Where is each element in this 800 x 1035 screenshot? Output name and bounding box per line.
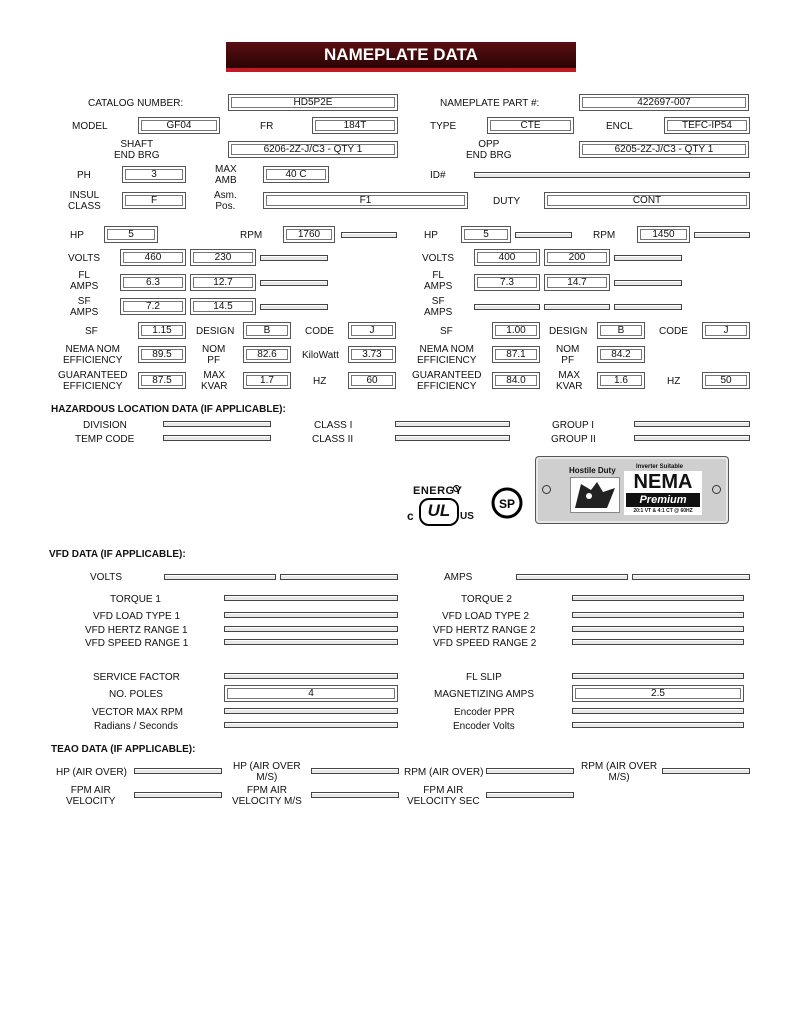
hertz-range2-label: VFD HERTZ RANGE 2 — [433, 625, 536, 636]
nema-eff-label-left: NEMA NOM EFFICIENCY — [63, 344, 123, 366]
duty-label: DUTY — [493, 196, 521, 207]
encoder-volts-field — [572, 722, 744, 728]
temp-code-label: TEMP CODE — [75, 434, 135, 445]
kilowatt-label-left: KiloWatt — [302, 350, 339, 361]
page-title: NAMEPLATE DATA — [226, 42, 576, 72]
fl-amps-label-right: FL AMPS — [424, 270, 453, 292]
fpm-air-velocity-label: FPM AIR VELOCITY — [66, 785, 116, 807]
volts1-field-left: 460 — [120, 249, 186, 266]
asm-pos-label: Asm. Pos. — [214, 190, 237, 212]
vector-max-rpm-field — [224, 708, 398, 714]
hz-field-left: 60 — [348, 372, 396, 389]
teao-section-title: TEAO DATA (IF APPLICABLE): — [51, 744, 196, 755]
sf-field-right: 1.00 — [492, 322, 540, 339]
rpm-label-right: RPM — [593, 230, 616, 241]
hp-field-right: 5 — [461, 226, 511, 243]
type-label: TYPE — [430, 121, 457, 132]
division-field — [163, 421, 271, 427]
opp-end-brg-field: 6205-2Z-J/C3 - QTY 1 — [579, 141, 749, 158]
id-field — [474, 172, 750, 178]
fl-amps1-field-right: 7.3 — [474, 274, 540, 291]
sf-amps2-field-right — [544, 304, 610, 310]
rpm-extra-right — [694, 232, 750, 238]
svg-text:SP: SP — [498, 497, 516, 511]
id-label: ID# — [430, 170, 446, 181]
rpm-extra-left — [341, 232, 397, 238]
vfd-volts-field1 — [164, 574, 276, 580]
nema-premium-plate — [535, 456, 729, 524]
inverter-suitable-label: Inverter Suitable — [636, 464, 684, 470]
encoder-ppr-field — [572, 708, 744, 714]
registered-icon — [453, 485, 460, 492]
load-type2-field — [572, 612, 744, 618]
ratio-text: 20:1 VT & 4:1 CT @ 60HZ — [633, 508, 693, 514]
class1-field — [395, 421, 510, 427]
premium-text: Premium — [626, 493, 700, 507]
volts3-field-left — [260, 255, 328, 261]
sf-label-left: SF — [85, 326, 98, 337]
group2-label: GROUP II — [551, 434, 596, 445]
sf-amps-label-right: SF AMPS — [424, 296, 453, 318]
fl-amps3-field-left — [260, 280, 328, 286]
fpm-air-velocity-sec-label: FPM AIR VELOCITY SEC — [407, 785, 480, 807]
nom-pf-label-left: NOM PF — [202, 344, 226, 366]
rivet-left-icon — [542, 485, 551, 494]
rpm-label-left: RPM — [240, 230, 263, 241]
kilowatt-field-left: 3.73 — [348, 346, 396, 363]
hp-label-left: HP — [70, 230, 84, 241]
sf-amps3-field-left — [260, 304, 328, 310]
group1-field — [634, 421, 750, 427]
nema-eff-label-right: NEMA NOM EFFICIENCY — [417, 344, 477, 366]
code-label-left: CODE — [305, 326, 334, 337]
speed-range1-field — [224, 639, 398, 645]
max-kvar-field-right: 1.6 — [597, 372, 645, 389]
hertz-range2-field — [572, 626, 744, 632]
ph-field: 3 — [122, 166, 186, 183]
nema-text: NEMA — [633, 471, 693, 493]
group2-field — [634, 435, 750, 441]
insul-class-field: F — [122, 192, 186, 209]
fpm-air-velocity-field — [134, 792, 222, 798]
class1-label: CLASS I — [314, 420, 353, 431]
class2-label: CLASS II — [312, 434, 354, 445]
speed-range2-label: VFD SPEED RANGE 2 — [433, 638, 537, 649]
hp-label-right: HP — [424, 230, 438, 241]
fl-amps2-field-left: 12.7 — [190, 274, 256, 291]
speed-range2-field — [572, 639, 744, 645]
volts-label-left: VOLTS — [68, 253, 101, 264]
rpm-field-left: 1760 — [283, 226, 335, 243]
shaft-end-brg-field: 6206-2Z-J/C3 - QTY 1 — [228, 141, 398, 158]
nom-pf-field-right: 84.2 — [597, 346, 645, 363]
model-label: MODEL — [72, 121, 108, 132]
rpm-air-over-label: RPM (AIR OVER) — [404, 767, 484, 778]
volts1-field-right: 400 — [474, 249, 540, 266]
sf-amps1-field-right — [474, 304, 540, 310]
guar-eff-label-right: GUARANTEED EFFICIENCY — [412, 370, 482, 392]
nameplate-part-field: 422697-007 — [579, 94, 749, 111]
encl-field: TEFC-IP54 — [664, 117, 750, 134]
rpm-air-over-field — [486, 768, 574, 774]
shaft-end-brg-label: SHAFT END BRG — [114, 139, 160, 161]
design-label-right: DESIGN — [549, 326, 588, 337]
vfd-amps-label: AMPS — [444, 572, 473, 583]
energy-ul-mark-icon: ENERGY c UL US — [405, 485, 481, 527]
max-amb-label: MAX AMB — [215, 164, 237, 186]
hp-air-over-label: HP (AIR OVER) — [56, 767, 127, 778]
guar-eff-field-left: 87.5 — [138, 372, 186, 389]
nom-pf-field-left: 82.6 — [243, 346, 291, 363]
catalog-number-label: CATALOG NUMBER: — [88, 98, 184, 109]
type-field: CTE — [487, 117, 574, 134]
rpm-field-right: 1450 — [637, 226, 690, 243]
energy-text: ENERGY — [413, 485, 463, 497]
hostile-duty-label: Hostile Duty — [569, 466, 616, 475]
fl-slip-field — [572, 673, 744, 679]
vfd-amps-field2 — [632, 574, 750, 580]
fr-field: 184T — [312, 117, 398, 134]
vfd-volts-label: VOLTS — [90, 572, 123, 583]
service-factor-label: SERVICE FACTOR — [93, 672, 180, 683]
no-poles-field: 4 — [224, 685, 398, 702]
torque2-label: TORQUE 2 — [461, 594, 512, 605]
temp-code-field — [163, 435, 271, 441]
hp-field-left: 5 — [104, 226, 158, 243]
load-type1-field — [224, 612, 398, 618]
code-label-right: CODE — [659, 326, 688, 337]
us-mark: US — [460, 511, 474, 522]
hz-field-right: 50 — [702, 372, 750, 389]
fr-label: FR — [260, 121, 274, 132]
nom-pf-label-right: NOM PF — [556, 344, 580, 366]
load-type2-label: VFD LOAD TYPE 2 — [442, 611, 530, 622]
ph-label: PH — [77, 170, 91, 181]
fpm-air-velocity-sec-field — [486, 792, 574, 798]
hertz-range1-field — [224, 626, 398, 632]
fpm-air-velocity-ms-label: FPM AIR VELOCITY M/S — [232, 785, 302, 807]
torque1-label: TORQUE 1 — [110, 594, 161, 605]
vfd-amps-field1 — [516, 574, 628, 580]
max-kvar-label-right: MAX KVAR — [556, 370, 583, 392]
sf-amps-label-left: SF AMPS — [70, 296, 99, 318]
volts2-field-right: 200 — [544, 249, 610, 266]
fl-amps-label-left: FL AMPS — [70, 270, 99, 292]
radians-field — [224, 722, 398, 728]
nameplate-part-label: NAMEPLATE PART #: — [440, 98, 540, 109]
c-mark: c — [407, 509, 414, 523]
hz-label-left: HZ — [313, 376, 327, 387]
torque2-field — [572, 595, 744, 601]
vfd-volts-field2 — [280, 574, 398, 580]
rpm-air-over-ms-label: RPM (AIR OVER M/S) — [581, 761, 658, 783]
nema-eff-field-left: 89.5 — [138, 346, 186, 363]
hp-air-over-ms-field — [311, 768, 399, 774]
max-amb-field: 40 C — [263, 166, 329, 183]
vector-max-rpm-label: VECTOR MAX RPM — [92, 707, 183, 718]
nema-logo — [624, 471, 702, 515]
hz-label-right: HZ — [667, 376, 681, 387]
encoder-volts-label: Encoder Volts — [453, 721, 515, 732]
torque1-field — [224, 595, 398, 601]
hp-extra-right — [515, 232, 572, 238]
max-kvar-field-left: 1.7 — [243, 372, 291, 389]
mascot-icon — [570, 477, 620, 513]
fpm-air-velocity-ms-field — [311, 792, 399, 798]
hp-air-over-ms-label: HP (AIR OVER M/S) — [233, 761, 301, 783]
group1-label: GROUP I — [552, 420, 595, 431]
guar-eff-field-right: 84.0 — [492, 372, 540, 389]
volts-label-right: VOLTS — [422, 253, 455, 264]
insul-class-label: INSUL CLASS — [68, 190, 101, 212]
code-field-left: J — [348, 322, 396, 339]
magnetizing-amps-field: 2.5 — [572, 685, 744, 702]
model-field: GF04 — [138, 117, 220, 134]
radians-label: Radians / Seconds — [94, 721, 178, 732]
sf-amps3-field-right — [614, 304, 682, 310]
nema-eff-field-right: 87.1 — [492, 346, 540, 363]
fl-amps1-field-left: 6.3 — [120, 274, 186, 291]
catalog-number-field: HD5P2E — [228, 94, 398, 111]
rivet-right-icon — [712, 485, 721, 494]
duty-field: CONT — [544, 192, 750, 209]
rpm-air-over-ms-field — [662, 768, 750, 774]
division-label: DIVISION — [83, 420, 127, 431]
sf-amps1-field-left: 7.2 — [120, 298, 186, 315]
guar-eff-label-left: GUARANTEED EFFICIENCY — [58, 370, 128, 392]
sf-field-left: 1.15 — [138, 322, 186, 339]
hazardous-section-title: HAZARDOUS LOCATION DATA (IF APPLICABLE): — [51, 404, 286, 415]
vfd-section-title: VFD DATA (IF APPLICABLE): — [49, 549, 186, 560]
asm-pos-field: F1 — [263, 192, 468, 209]
load-type1-label: VFD LOAD TYPE 1 — [93, 611, 181, 622]
fl-amps2-field-right: 14.7 — [544, 274, 610, 291]
volts3-field-right — [614, 255, 682, 261]
hp-air-over-field — [134, 768, 222, 774]
fl-slip-label: FL SLIP — [466, 672, 502, 683]
speed-range1-label: VFD SPEED RANGE 1 — [85, 638, 189, 649]
sf-amps2-field-left: 14.5 — [190, 298, 256, 315]
csa-mark-icon — [490, 485, 526, 521]
design-field-left: B — [243, 322, 291, 339]
encoder-ppr-label: Encoder PPR — [454, 707, 515, 718]
encl-label: ENCL — [606, 121, 633, 132]
fl-amps3-field-right — [614, 280, 682, 286]
class2-field — [395, 435, 510, 441]
max-kvar-label-left: MAX KVAR — [201, 370, 228, 392]
design-label-left: DESIGN — [196, 326, 235, 337]
sf-label-right: SF — [440, 326, 453, 337]
no-poles-label: NO. POLES — [109, 689, 163, 700]
design-field-right: B — [597, 322, 645, 339]
service-factor-field — [224, 673, 398, 679]
magnetizing-amps-label: MAGNETIZING AMPS — [434, 689, 535, 700]
code-field-right: J — [702, 322, 750, 339]
hertz-range1-label: VFD HERTZ RANGE 1 — [85, 625, 188, 636]
opp-end-brg-label: OPP END BRG — [466, 139, 512, 161]
volts2-field-left: 230 — [190, 249, 256, 266]
